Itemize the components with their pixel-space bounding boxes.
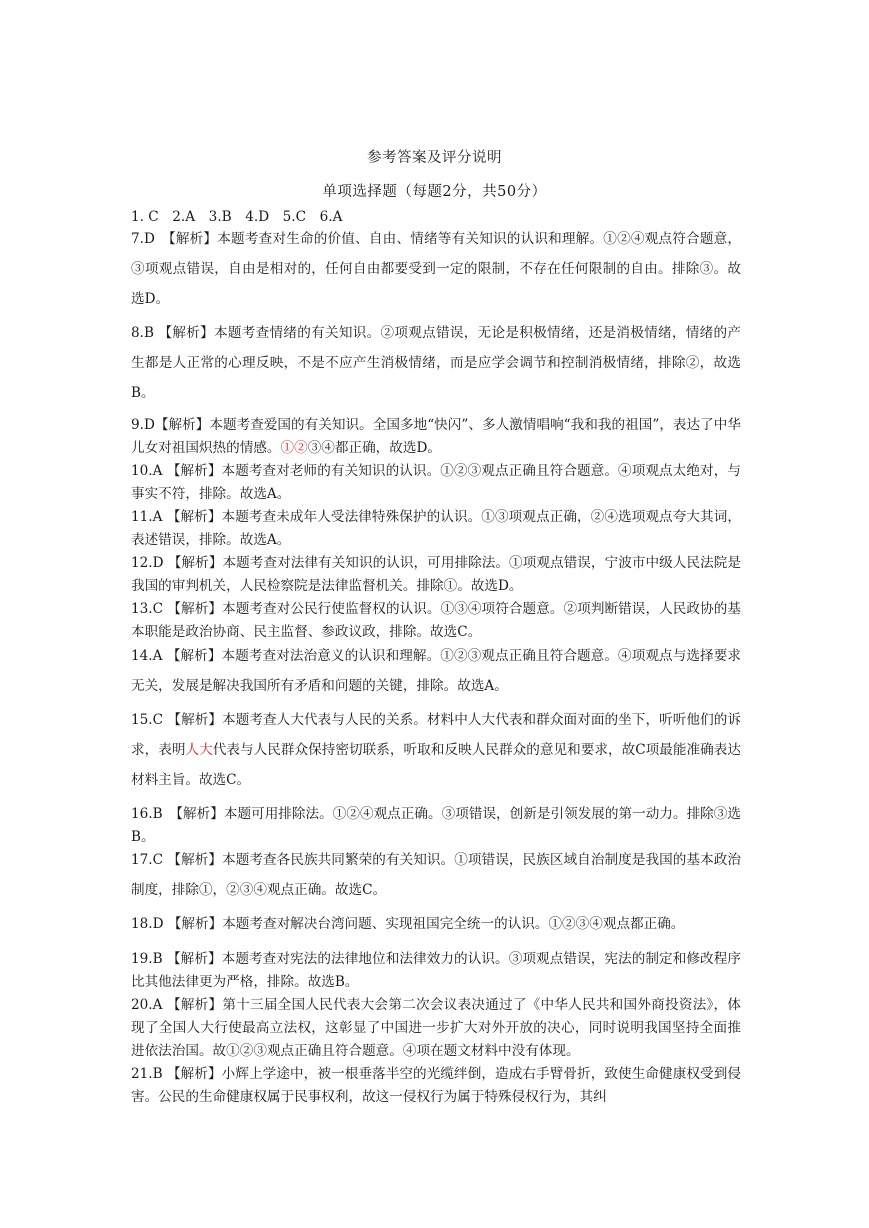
answer-15-text-end: 代表与人民群众保持密切联系，听取和反映人民群众的意见和要求，故C项最能准确表达材料主旨。故选C。 — [131, 742, 742, 788]
answer-item-19: 19.B 【解析】本题考查对宪法的法律地位和法律效力的认识。③项观点错误，宪法的制定和修改程序比其他法律更为严格，排除。故选B。 — [131, 951, 741, 990]
answer-item-21: 21.B 【解析】小辉上学途中，被一根垂落半空的光缆绊倒，造成右手臂骨折，致使生命健康权受到侵害。公民的生命健康权属于民事权利，故这一侵权行为属于特殊侵权行为，其纠 — [131, 1066, 741, 1105]
answer-item-12: 12.D 【解析】本题考查对法律有关知识的认识，可用排除法。①项观点错误，宁波市中级人民法院是我国的审判机关，人民检察院是法律监督机关。排除①。故选D。 — [131, 555, 741, 594]
answer-15-text: 15.C 【解析】本题考查人大代表与人民的关系。材料中人大代表和群众面对面的坐下，听听他们的诉求，表明 — [131, 712, 741, 758]
section-title: 单项选择题（每题2分，共50分） — [322, 184, 547, 200]
answer-list — [131, 208, 741, 1109]
answer-item-8: 8.B 【解析】本题考查情绪的有关知识。②项观点错误，无论是积极情绪，还是消极情绪，情绪的产生都是人正常的心理反映，不是不应产生消极情绪，而是应学会调节和控制消极情绪，排除②，故选B。 — [131, 325, 741, 401]
answer-item-16: 16.B 【解析】本题可用排除法。①②④观点正确。③项错误，创新是引领发展的第一动力。排除③选B。 — [131, 806, 741, 845]
answer-item-11: 11.A 【解析】本题考查未成年人受法律特殊保护的认识。①③项观点正确，②④选项观点夸大其词，表述错误，排除。故选A。 — [131, 509, 741, 548]
answer-item-9 — [131, 414, 741, 460]
answer-item-14: 14.A 【解析】本题考查对法治意义的认识和理解。①②③观点正确且符合题意。④项观点与选择要求无关，发展是解决我国所有矛盾和问题的关键，排除。故选A。 — [131, 648, 741, 694]
document-title: 参考答案及评分说明 — [367, 150, 502, 166]
answer-item-17: 17.C 【解析】本题考查各民族共同繁荣的有关知识。①项错误，民族区域自治制度是我国的基本政治制度，排除①，②③④观点正确。故选C。 — [131, 852, 741, 898]
answer-item-15 — [131, 705, 741, 795]
answer-9-text-end: ③④都正确，故选D。 — [307, 440, 441, 456]
answer-9-text: 9.D【解析】本题考查爱国的有关知识。全国多地“快闪”、多人激情唱响“我和我的祖国”，表达了中华儿女对祖国炽热的情感。 — [131, 417, 741, 456]
answer-item-1-6: 1. C 2.A 3.B 4.D 5.C 6.A — [131, 209, 343, 225]
answer-item-7: 7.D 【解析】本题考查对生命的价值、自由、情绪等有关知识的认识和理解。①②④观点符合题意，③项观点错误，自由是相对的，任何自由都要受到一定的限制，不存在任何限制的自由。排除③。故选D。 — [131, 231, 741, 307]
answer-15-highlight: 人大 — [185, 742, 213, 758]
answer-item-20: 20.A 【解析】第十三届全国人民代表大会第二次会议表决通过了《中华人民共和国外商投资法》，体现了全国人大行使最高立法权，这彰显了中国进一步扩大对外开放的决心，同时说明我国坚持全面推进依法治国。故①②③观点正确且符合题意。④项在题文材料中没有体现。 — [131, 997, 741, 1059]
answer-item-10: 10.A 【解析】本题考查对老师的有关知识的认识。①②③观点正确且符合题意。④项观点太绝对，与事实不符，排除。故选A。 — [131, 463, 741, 502]
answer-9-highlight: ①② — [280, 440, 308, 456]
answer-item-13: 13.C 【解析】本题考查对公民行使监督权的认识。①③④项符合题意。②项判断错误，人民政协的基本职能是政治协商、民主监督、参政议政，排除。故选C。 — [131, 601, 741, 640]
answer-item-18: 18.D 【解析】本题考查对解决台湾问题、实现祖国完全统一的认识。①②③④观点都正确。 — [131, 916, 685, 932]
